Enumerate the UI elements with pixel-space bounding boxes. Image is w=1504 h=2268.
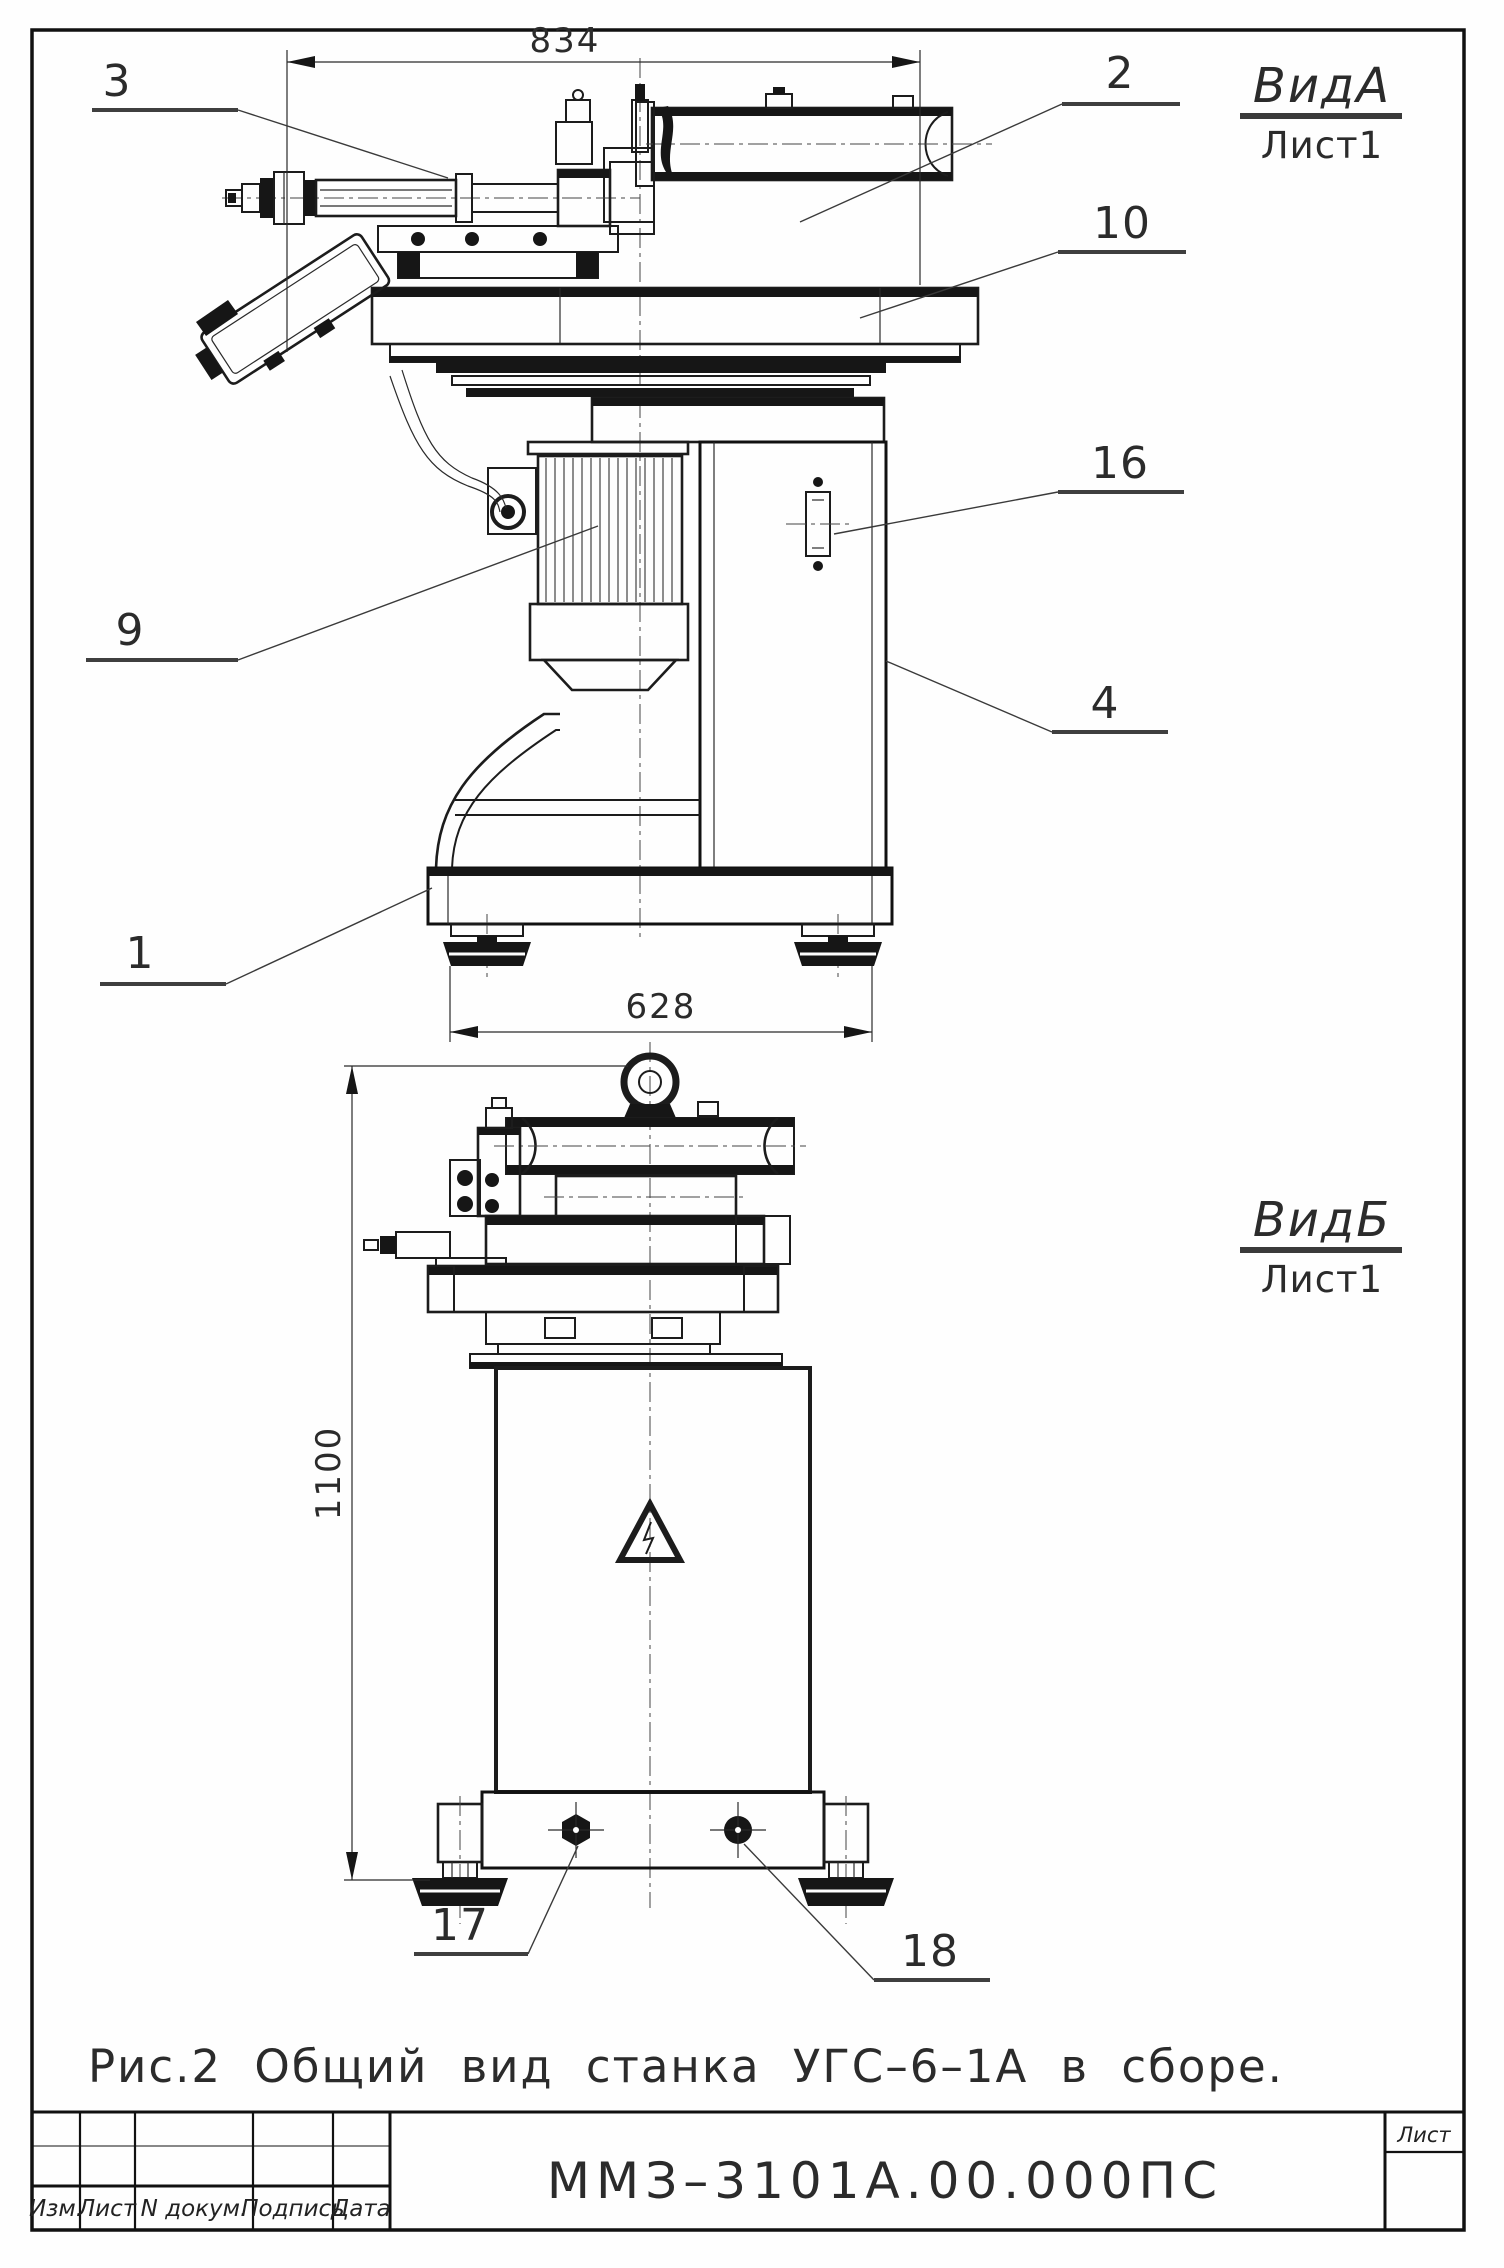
figure-caption: Рис.2 Общий вид станка УГС–6–1А в сборе.: [88, 2040, 1284, 2093]
dim-834-value: 834: [529, 21, 601, 61]
view-b-sheet-ref: Лист1: [1260, 1258, 1384, 1301]
spindle-mount: [378, 226, 618, 278]
side-view-drawing: [86, 21, 1402, 1042]
front-base: [438, 1792, 868, 1868]
callout-2: [800, 48, 1180, 222]
dim-1100-value: 1100: [309, 1425, 349, 1521]
view-a-sheet-ref: Лист1: [1260, 124, 1384, 167]
svg-text:3: 3: [102, 56, 132, 107]
motor: [488, 442, 688, 690]
column: [700, 442, 886, 870]
svg-text:16: 16: [1091, 438, 1149, 489]
svg-text:18: 18: [901, 1926, 959, 1977]
svg-text:2: 2: [1105, 48, 1135, 99]
title-block: [29, 2112, 1464, 2230]
title-block-col-izm: Изм.: [28, 2196, 84, 2222]
callout-3: [92, 56, 448, 178]
callout-18: [744, 1844, 990, 1980]
front-head-unit: [364, 1098, 520, 1272]
view-b-title: ВидБ: [1252, 1192, 1392, 1248]
svg-text:10: 10: [1093, 198, 1151, 249]
base-plate: [428, 868, 892, 924]
document-number: ММЗ–3101А.00.000ПС: [546, 2152, 1224, 2210]
front-neck: [470, 1312, 782, 1368]
dim-628-value: 628: [625, 987, 697, 1027]
callout-9: [86, 526, 598, 660]
title-block-col-ndoc: N докум.: [140, 2196, 248, 2222]
dimension-1100: [309, 1066, 628, 1880]
svg-text:4: 4: [1090, 678, 1120, 729]
leveling-foot-right: [794, 914, 882, 978]
table-assembly: [372, 288, 978, 397]
bolt-18: [710, 1802, 766, 1858]
bend-roller-cylinder: [636, 87, 992, 186]
callout-4: [886, 661, 1168, 732]
front-foot-right: [798, 1796, 894, 1924]
front-table: [428, 1216, 790, 1312]
view-b-label: [1240, 1192, 1402, 1301]
callout-10: [860, 198, 1186, 318]
svg-text:1: 1: [125, 928, 155, 979]
view-a-title: ВидА: [1252, 58, 1392, 114]
title-block-col-podpis: Подпись: [241, 2196, 345, 2222]
leveling-foot-left: [443, 914, 531, 978]
cabinet: [496, 1368, 810, 1792]
callout-1: [100, 888, 432, 984]
view-a-label: [1240, 58, 1402, 167]
svg-text:9: 9: [115, 605, 145, 656]
switch-unit: [786, 477, 852, 571]
sheet-number-label: Лист: [1397, 2123, 1451, 2147]
svg-text:17: 17: [431, 1900, 489, 1951]
front-view-drawing: [309, 1042, 1402, 1980]
title-block-col-data: Дата: [331, 2196, 391, 2222]
dimension-628: [450, 966, 872, 1042]
title-block-col-list: Лист: [77, 2196, 137, 2222]
support-leg: [436, 714, 700, 868]
